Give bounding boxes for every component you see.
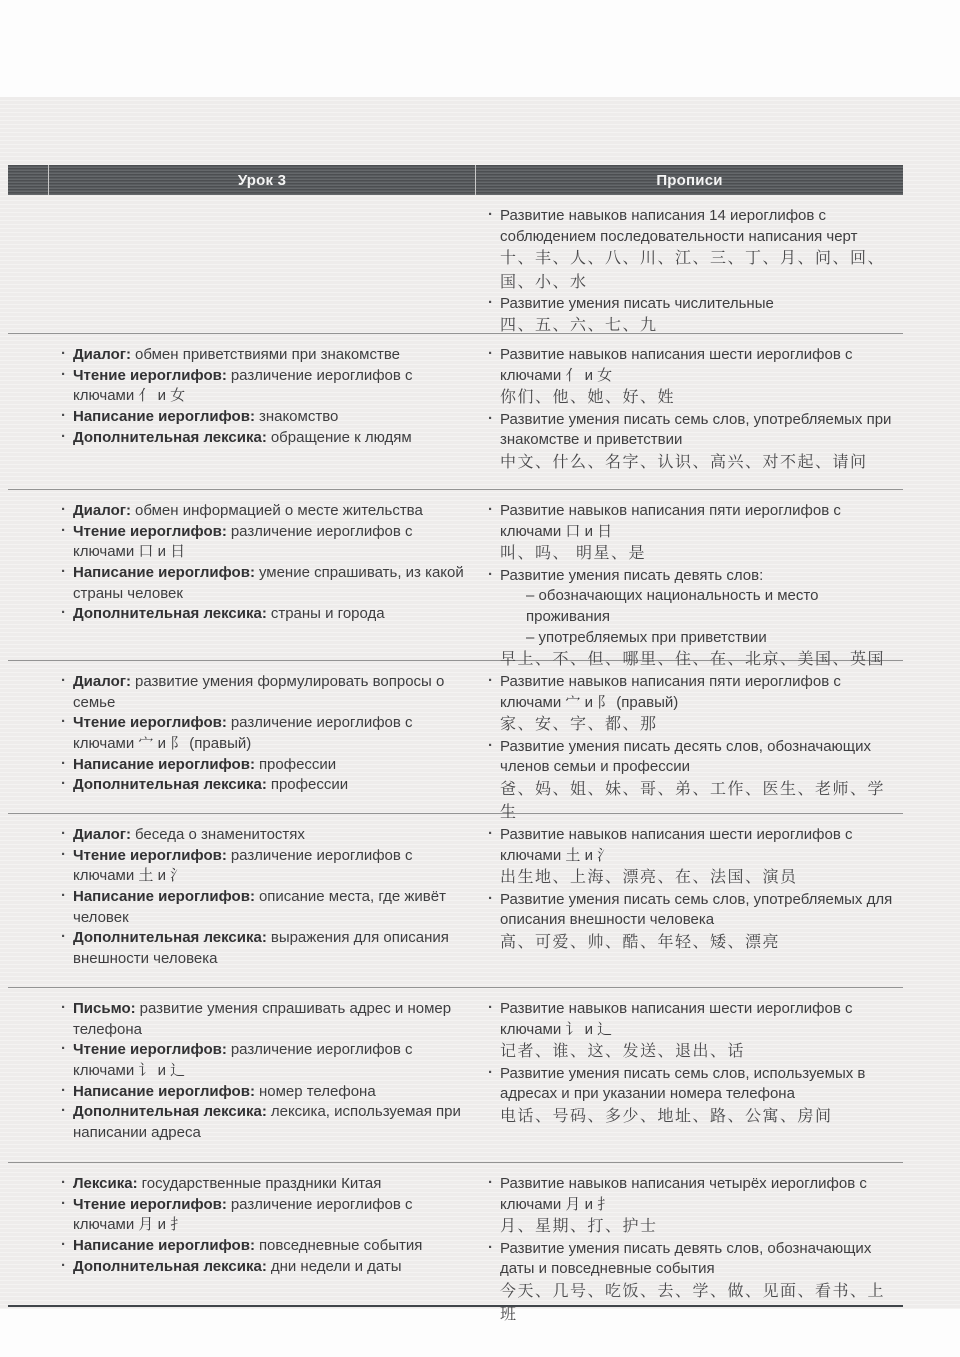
list-item: · Дополнительная лексика: страны и города (61, 604, 385, 623)
list-item: · Дополнительная лексика: лексика, используемая при написании адреса (61, 1102, 461, 1142)
chinese-characters: 今天、几号、吃饭、去、学、做、见面、看书、上班 (500, 1282, 886, 1324)
list-item: · Написание иероглифов: знакомство (61, 407, 339, 426)
propisi-cell (475, 490, 903, 669)
chinese-characters: 记者、谁、这、发送、退出、话 (500, 1043, 746, 1061)
table-row (8, 813, 903, 987)
list-item: · Развитие навыков написания шести иероглифов с ключами 土 и 氵 出生地、上海、漂亮、在、法国、演员 (487, 825, 897, 890)
list-item: · Развитие навыков написания пяти иероглифов с ключами 宀 и 阝 (правый) 家、安、字、都、那 (487, 672, 897, 737)
bullet: · (61, 775, 66, 793)
row-margin-cell (8, 661, 48, 813)
list-item: · Чтение иероглифов: различение иероглифов с ключами 讠 и 辶 (61, 1040, 413, 1080)
list-item: · Дополнительная лексика: дни недели и даты (61, 1256, 402, 1275)
list-item: · Написание иероглифов: умение спрашивать, из какой страны человек (61, 563, 464, 602)
list-item: · Развитие навыков написания шести иероглифов с ключами 亻 и 女 你们、他、她、好、姓 (487, 345, 897, 410)
chinese-characters: 中文、什么、名字、认识、高兴、对不起、请问 (500, 453, 868, 471)
bullet: · (61, 999, 66, 1016)
sub-item: – обозначающих национальность и место проживания (526, 587, 819, 625)
table-header-row (8, 165, 903, 195)
chinese-characters: 十、丰、人、八、川、江、三、丁、月、问、回、国、小、水 (500, 250, 886, 291)
bullet: · (61, 521, 66, 539)
bullet: · (488, 345, 493, 362)
list-item: · Развитие навыков написания шести иероглифов с ключами 讠 и 辶 记者、谁、这、发送、退出、话 (487, 999, 897, 1064)
propisi-cell (475, 334, 903, 489)
bullet: · (488, 736, 493, 754)
bullet: · (488, 206, 493, 223)
lesson-cell (48, 195, 475, 333)
row-margin-cell (8, 195, 48, 333)
row-margin-cell (8, 988, 48, 1162)
lesson-cell (48, 334, 475, 489)
row-margin-cell (8, 814, 48, 987)
chinese-characters: 爸、妈、姐、妹、哥、弟、工作、医生、老师、学生 (500, 780, 886, 822)
table-row (8, 195, 903, 333)
bullet: · (488, 293, 493, 311)
bullet: · (488, 889, 493, 907)
list-item: · Диалог: обмен информацией о месте жительства (61, 501, 423, 519)
bullet: · (61, 345, 66, 362)
bullet: · (61, 1081, 66, 1099)
bullet: · (488, 501, 493, 518)
list-item: · Развитие умения писать семь слов, употребляемых при знакомстве и приветствии 中文、什么、名字、认识、高兴、对不起、请问 (487, 410, 897, 475)
lesson-column-title: Урок 3 (237, 171, 287, 189)
chinese-characters: 家、安、字、都、那 (500, 716, 658, 734)
bullet: · (488, 1238, 493, 1256)
bullet: · (488, 825, 493, 842)
sub-item: – употребляемых при приветствии (526, 628, 767, 646)
chinese-characters: 你们、他、她、好、姓 (500, 389, 676, 407)
bullet: · (61, 713, 66, 731)
propisi-column-title: Прописи (656, 171, 723, 189)
row-margin-cell (8, 334, 48, 489)
list-item: · Развитие умения писать семь слов, используемых в адресах и при указании номера телефона 电话、号码、多少、地址、路、公寓、房间 (487, 1064, 897, 1129)
lesson-cell (48, 814, 475, 987)
lesson-overview-table (8, 165, 903, 1324)
list-item: · Диалог: развитие умения формулировать вопросы о семье (61, 672, 445, 711)
list-item: · Написание иероглифов: профессии (61, 754, 337, 773)
bullet: · (488, 672, 493, 689)
list-item: · Дополнительная лексика: обращение к людям (61, 427, 412, 446)
chinese-characters: 月、星期、打、护士 (500, 1218, 658, 1236)
chinese-characters: 四、五、六、七、九 (500, 317, 658, 335)
list-item: · Развитие умения писать девять слов: – обозначающих национальность и место проживания – употребляемых при приветствии 早上、不、但、哪里、住、在、北京、美国、英国 (487, 566, 897, 672)
bullet: · (488, 999, 493, 1016)
list-item: · Дополнительная лексика: выражения для описания внешности человека (61, 928, 449, 968)
list-item: · Развитие умения писать десять слов, обозначающих членов семьи и профессии 爸、妈、姐、妹、哥、弟、工作、医生、老师、学生 (487, 737, 897, 825)
list-item: · Письмо: развитие умения спрашивать адрес и номер телефона (61, 999, 452, 1038)
bullet: · (61, 1256, 66, 1274)
propisi-cell (475, 195, 903, 333)
bullet: · (61, 427, 66, 445)
list-item: · Развитие навыков написания четырёх иероглифов с ключами 月 и 扌 月、星期、打、护士 (487, 1174, 897, 1239)
bullet: · (61, 887, 66, 905)
chinese-characters: 叫、吗、 明星、是 (500, 545, 646, 563)
list-item: · Написание иероглифов: повседневные события (61, 1236, 423, 1255)
bullet: · (61, 1194, 66, 1212)
bullet: · (488, 565, 493, 583)
table-row (8, 660, 903, 822)
row-margin-cell (8, 1163, 48, 1305)
list-item: · Чтение иероглифов: различение иероглифов с ключами 亻 и 女 (61, 365, 413, 405)
bullet: · (488, 1063, 493, 1081)
list-item: · Написание иероглифов: описание места, где живёт человек (61, 887, 446, 926)
bullet: · (61, 501, 66, 518)
list-item: · Лексика: государственные праздники Китая (61, 1174, 382, 1192)
table-row (8, 333, 903, 489)
propisi-cell (475, 988, 903, 1162)
bullet: · (61, 604, 66, 622)
propisi-cell (475, 814, 903, 987)
list-item: · Чтение иероглифов: различение иероглифов с ключами 土 и 氵 (61, 845, 413, 885)
bullet: · (61, 365, 66, 383)
bullet: · (61, 407, 66, 425)
bullet: · (61, 928, 66, 946)
bullet: · (488, 409, 493, 427)
list-item: · Развитие навыков написания пяти иероглифов с ключами 口 и 日 叫、吗、 明星、是 (487, 501, 897, 566)
bullet: · (61, 845, 66, 863)
bullet: · (61, 754, 66, 772)
list-item: · Диалог: обмен приветствиями при знакомстве (61, 345, 401, 363)
bullet: · (61, 1040, 66, 1058)
bullet: · (61, 1236, 66, 1254)
list-item: · Написание иероглифов: номер телефона (61, 1081, 376, 1100)
lesson-cell (48, 988, 475, 1162)
chinese-characters: 电话、号码、多少、地址、路、公寓、房间 (500, 1107, 833, 1125)
bullet: · (61, 672, 66, 689)
chinese-characters: 出生地、上海、漂亮、在、法国、演员 (500, 869, 798, 887)
chinese-characters: 高、可爱、帅、酷、年轻、矮、漂亮 (500, 933, 781, 951)
list-item: · Чтение иероглифов: различение иероглифов с ключами 月 и 扌 (61, 1194, 413, 1234)
propisi-cell (475, 1163, 903, 1324)
table-row (8, 1162, 903, 1324)
lesson-cell (48, 661, 475, 813)
list-item: · Диалог: беседа о знаменитостях (61, 825, 305, 843)
bullet: · (488, 1174, 493, 1191)
header-cell-lesson (48, 165, 475, 195)
list-item: · Развитие умения писать девять слов, обозначающих даты и повседневные события 今天、几号、吃饭、去、学、做、见面、看书、上班 (487, 1239, 897, 1327)
table-row (8, 987, 903, 1162)
list-item: · Развитие умения писать семь слов, употребляемых для описания внешности человека 高、可爱、帅、酷、年轻、矮、漂亮 (487, 890, 897, 955)
table-row (8, 489, 903, 669)
list-item: · Развитие навыков написания 14 иероглифов с соблюдением последовательности написания черт 十、丰、人、八、川、江、三、丁、月、问、回、国、小、水 (487, 206, 897, 294)
header-cell-propisi (475, 165, 903, 195)
list-item: · Чтение иероглифов: различение иероглифов с ключами 宀 и 阝 (правый) (61, 713, 413, 753)
bullet: · (61, 825, 66, 842)
list-item: · Дополнительная лексика: профессии (61, 775, 349, 794)
lesson-cell (48, 1163, 475, 1305)
bullet: · (61, 1174, 66, 1191)
list-item: · Чтение иероглифов: различение иероглифов с ключами 口 и 日 (61, 521, 413, 561)
list-item: · Развитие умения писать числительные 四、五、六、七、九 (487, 294, 897, 338)
propisi-cell (475, 661, 903, 822)
chinese-characters: 早上、不、但、哪里、住、在、北京、美国、英国 (500, 651, 886, 669)
bullet: · (61, 563, 66, 581)
row-margin-cell (8, 490, 48, 660)
header-cell-empty (8, 165, 48, 195)
lesson-cell (48, 490, 475, 660)
bullet: · (61, 1102, 66, 1120)
